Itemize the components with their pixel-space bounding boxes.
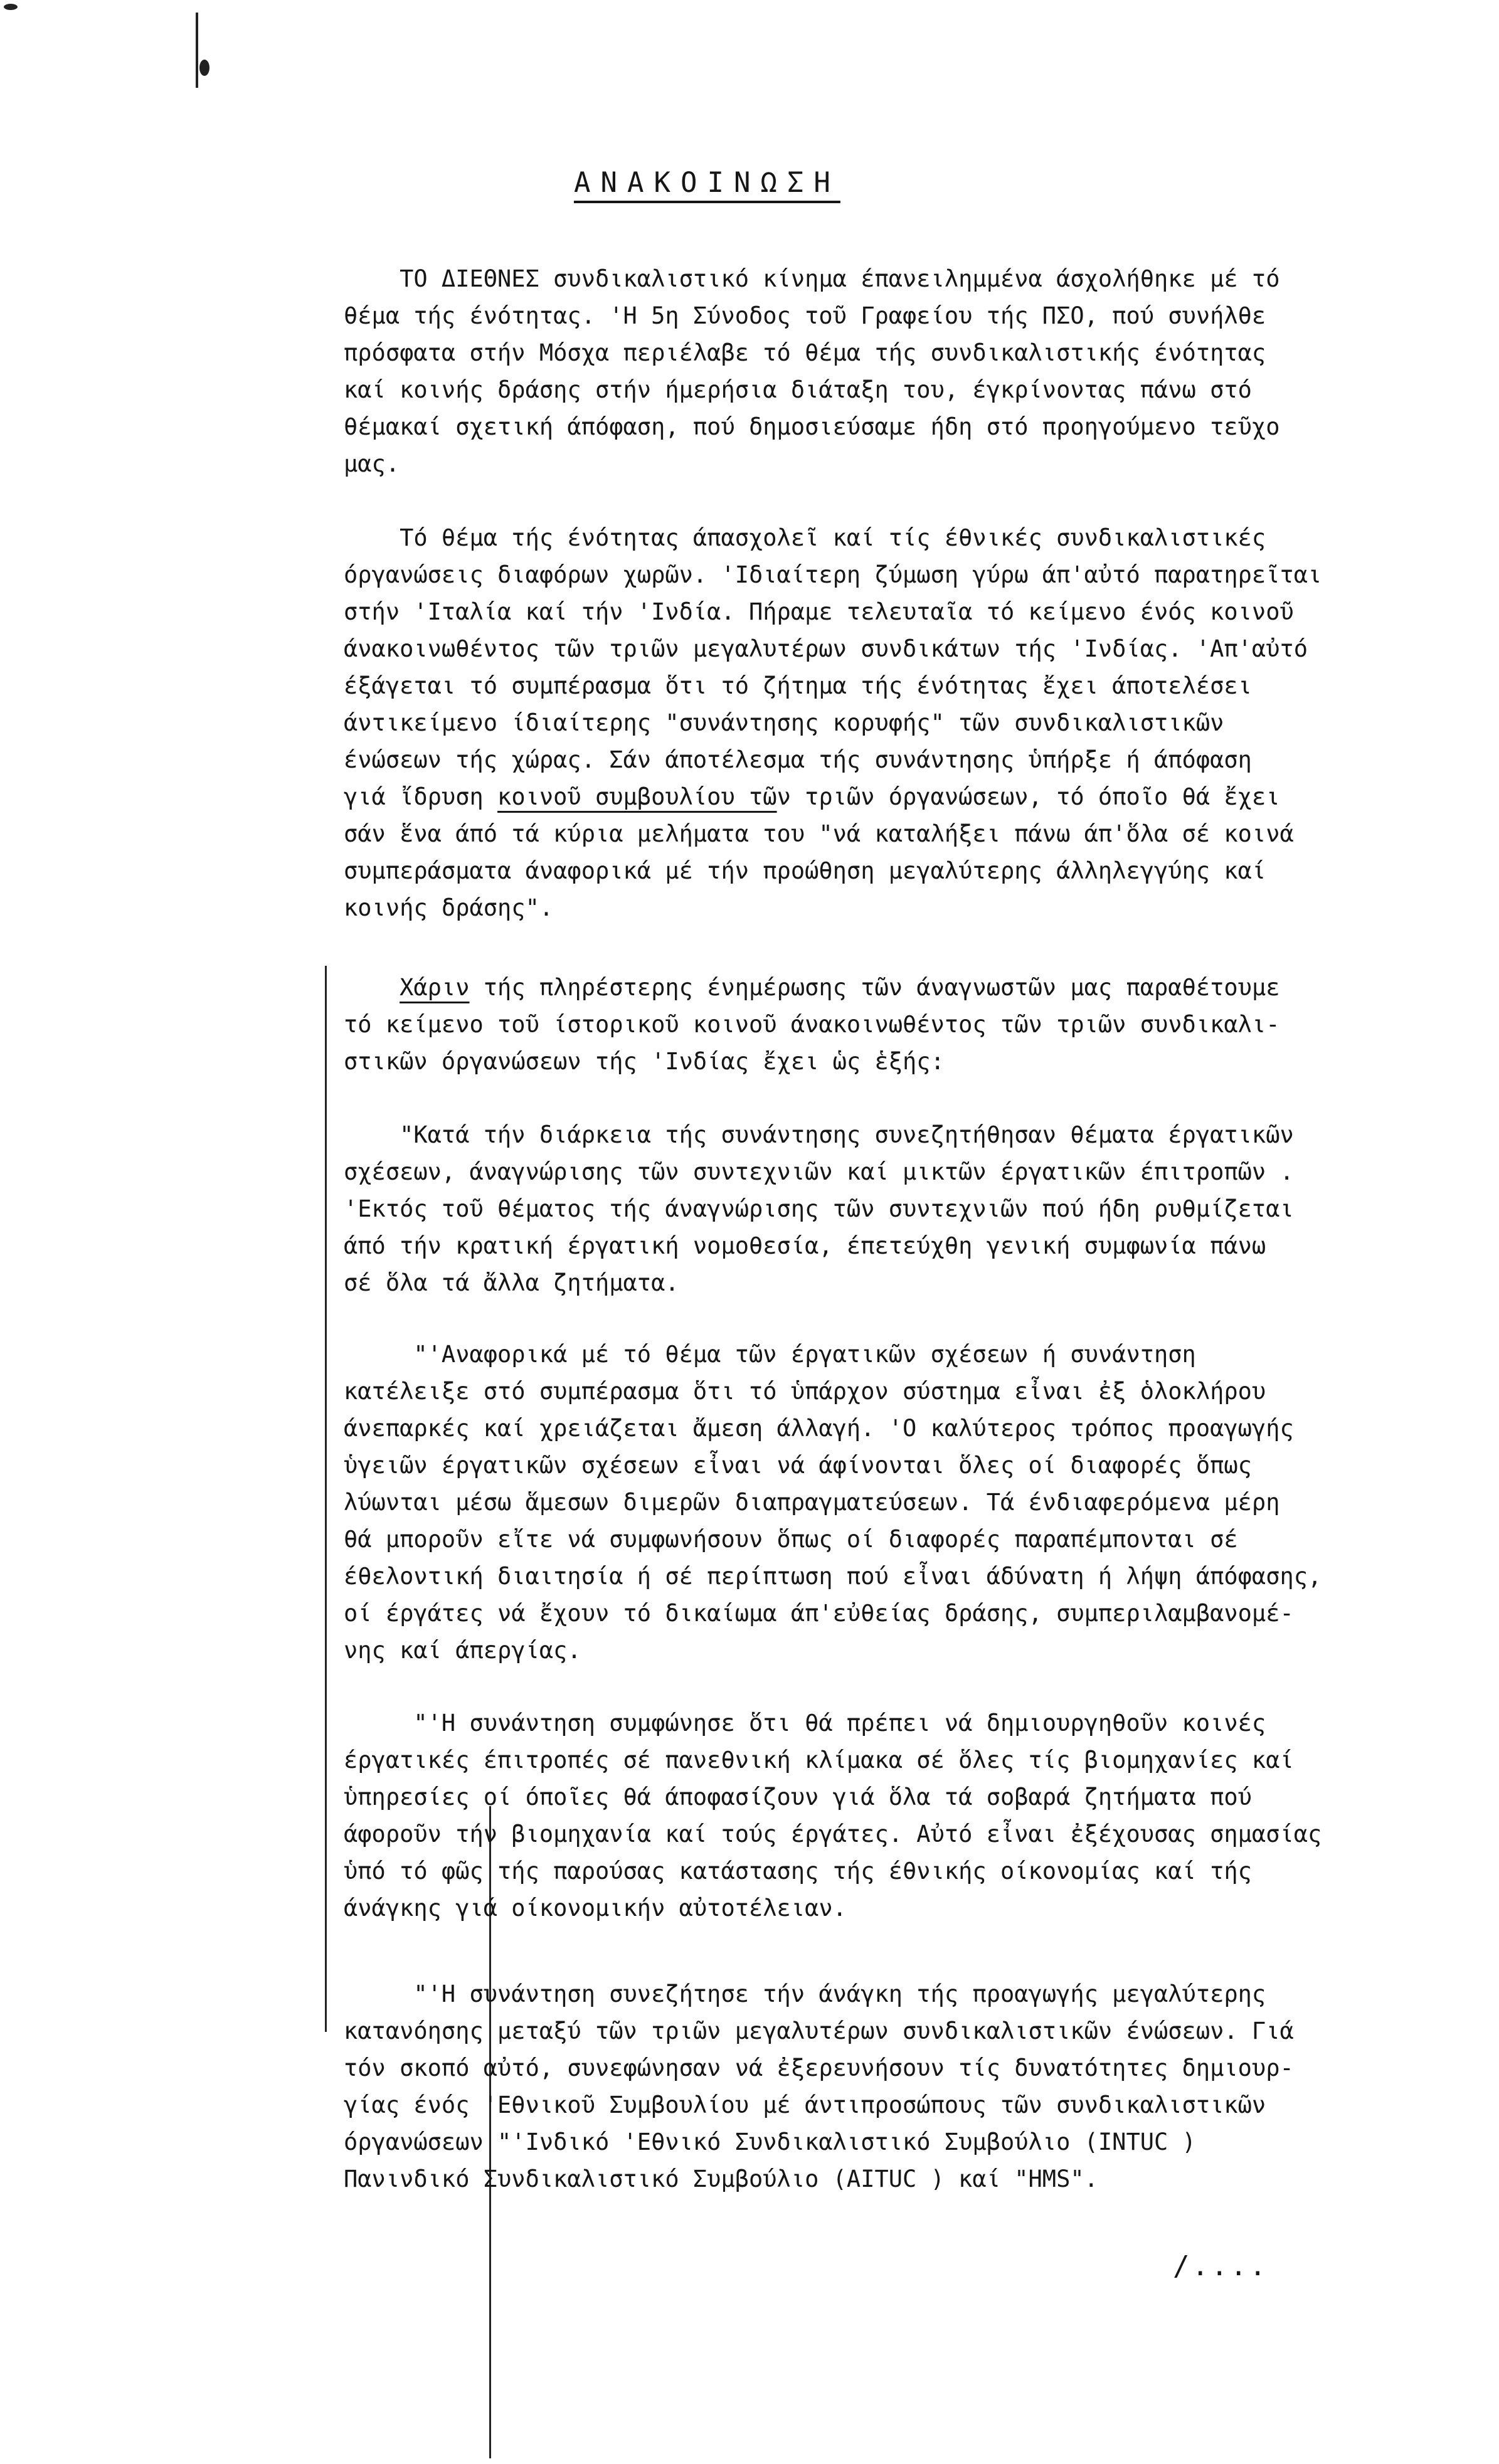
text-line: έξάγεται τό συμπέρασμα ὅτι τό ζήτημα τής ένότητας ἔχει άποτελέσει [344,672,1252,699]
paragraph-intro [344,260,1422,482]
binding-mark [196,13,198,88]
text-line: κοινής δράσης". [344,894,554,921]
text-line: πρόσφατα στήν Μόσχα περιέλαβε τό θέμα τής συνδικαλιστικής ένότητας [344,339,1266,366]
text-line: όργανώσεων "'Ινδικό 'Εθνικό Συνδικαλιστικό Συμβούλιο (INTUC ) [344,2128,1196,2155]
text-line: "'Η συνάντηση συμφώνησε ὅτι θά πρέπει νά δημιουργηθοῦν κοινές [344,1710,1266,1737]
text-segment [344,974,400,1001]
underlined-word: Χάριν [400,974,470,1001]
document-title: ΑΝΑΚΟΙΝΩΣΗ [574,167,840,199]
text-line: κατανόησης μεταξύ τῶν τριῶν μεγαλυτέρων συνδικαλιστικῶν ένώσεων. Γιά [344,2017,1294,2044]
text-line: άνακοινωθέντος τῶν τριῶν μεγαλυτέρων συνδικάτων τής 'Ινδίας. 'Απ'αὐτό [344,635,1308,662]
text-line: "'Αναφορικά μέ τό θέμα τῶν έργατικῶν σχέσεων ή συνάντηση [344,1341,1196,1368]
corner-speck [4,4,18,10]
text-segment: γιά ἴδρυση [344,783,498,810]
quote-paragraph-3 [344,1705,1422,1927]
text-line: ΤΟ ΔΙΕΘΝΕΣ συνδικαλιστικό κίνημα έπανειλημμένα άσχολήθηκε μέ τό [344,265,1280,292]
underlined-phrase: κοινοῦ συμβουλίου τῶ [497,783,777,810]
text-line: λύωνται μέσω ἅμεσων διμερῶν διαπραγματεύσεων. Τά ένδιαφερόμενα μέρη [344,1489,1280,1516]
text-line: ὑπηρεσίες οί όποῖες θά άποφασίζουν γιά ὅλα τά σοβαρά ζητήματα πού [344,1784,1252,1811]
text-line: άνάγκης γιά οίκονομικήν αὐτοτέλειαν. [344,1895,847,1922]
text-line: ὑπό τό φῶς τής παρούσας κατάστασης τής έθνικής οίκονομίας καί τής [344,1858,1252,1885]
text-line: άνεπαρκές καί χρειάζεται ἄμεση άλλαγή. 'Ο καλύτερος τρόπος προαγωγής [344,1415,1294,1442]
text-line: "'Η συνάντηση συνεζήτησε τήν άνάγκη τής προαγωγής μεγαλύτερης [344,1980,1266,2007]
text-line: σχέσεων, άναγνώρισης τῶν συντεχνιῶν καί μικτῶν έργατικῶν έπιτροπῶν . [344,1158,1294,1185]
text-line: όργανώσεις διαφόρων χωρῶν. 'Ιδιαίτερη ζύμωση γύρω άπ'αὐτό παρατηρεῖται [344,561,1322,588]
text-line: άπό τήν κρατική έργατική νομοθεσία, έπετεύχθη γενική συμφωνία πάνω [344,1232,1266,1259]
text-line: ὑγειῶν έργατικῶν σχέσεων εἶναι νά άφίνονται ὅλες οί διαφορές ὅπως [344,1452,1252,1479]
text-line: άφοροῦν τήν βιομηχανία καί τούς έργάτες. Αὐτό εἶναι ἐξέχουσας σημασίας [344,1821,1322,1848]
text-line: Τό θέμα τής ένότητας άπασχολεῖ καί τίς έθνικές συνδικαλιστικές [344,524,1266,551]
text-line: καί κοινής δράσης στήν ήμερήσια διάταξη του, έγκρίνοντας πάνω στό [344,376,1252,403]
text-line: σέ ὅλα τά ἄλλα ζητήματα. [344,1269,679,1296]
text-line: οί έργάτες νά ἔχουν τό δικαίωμα άπ'εὐθείας δράσης, συμπεριλαμβανομέ- [344,1600,1294,1627]
text-line: ένώσεων τής χώρας. Σάν άποτέλεσμα τής συνάντησης ὑπήρξε ή άπόφαση [344,746,1252,773]
quote-paragraph-1 [344,1116,1422,1301]
text-line: σάν ἕνα άπό τά κύρια μελήματα του "νά καταλήξει πάνω άπ'ὅλα σέ κοινά [344,820,1294,847]
text-line: θά μποροῦν εἴτε νά συμφωνήσουν ὅπως οί διαφορές παραπέμπονται σέ [344,1526,1238,1553]
text-line: άντικείμενο ίδιαίτερης "συνάντησης κορυφής" τῶν συνδικαλιστικῶν [344,709,1224,736]
text-line: μας. [344,450,400,477]
text-line: στήν 'Ιταλία καί τήν 'Ινδία. Πήραμε τελευταῖα τό κείμενο ένός κοινοῦ [344,598,1294,625]
text-line: θέμα τής ένότητας. 'Η 5η Σύνοδος τοῦ Γραφείου τής ΠΣΟ, πού συνήλθε [344,302,1266,329]
continuation-mark: /.... [1173,2250,1269,2282]
quote-paragraph-2 [344,1336,1422,1669]
text-line: έργατικές έπιτροπές σέ πανεθνική κλίμακα σέ ὅλες τίς βιομηχανίες καί [344,1747,1294,1774]
text-line [344,778,1422,815]
text-segment: τής πληρέστερης ένημέρωσης τῶν άναγνωστῶν μας παραθέτουμε [469,974,1280,1001]
paragraph-intro-quote [344,969,1422,1080]
text-line: κατέλειξε στό συμπέρασμα ὅτι τό ὑπάρχον σύστημα εἶναι ἐξ ὁλοκλήρου [344,1378,1266,1405]
quote-paragraph-4 [344,1975,1422,2197]
punch-speck [199,60,209,76]
text-segment: ν τριῶν όργανώσεων, τό όποῖο θά ἔχει [776,783,1280,810]
text-line: νης καί άπεργίας. [344,1637,581,1664]
text-line: "Κατά τήν διάρκεια τής συνάντησης συνεζητήθησαν θέματα έργατικῶν [344,1121,1294,1148]
text-line: τόν σκοπό αὐτό, συνεφώνησαν νά ἐξερευνήσουν τίς δυνατότητες δημιουρ- [344,2054,1294,2081]
left-margin-line [325,966,327,2032]
text-line: θέμακαί σχετική άπόφαση, πού δημοσιεύσαμε ήδη στό προηγούμενο τεῦχο [344,413,1280,440]
text-line: 'Εκτός τοῦ θέματος τής άναγνώρισης τῶν συντεχνιῶν πού ήδη ρυθμίζεται [344,1195,1294,1222]
text-line: στικῶν όργανώσεων τής 'Ινδίας ἔχει ὡς ἑξής: [344,1048,945,1075]
paragraph-unity [344,519,1422,926]
text-line: τό κείμενο τοῦ ίστορικοῦ κοινοῦ άνακοινωθέντος τῶν τριῶν συνδικαλι- [344,1011,1280,1038]
text-line: Πανινδικό Συνδικαλιστικό Συμβούλιο (AITUC ) καί "HMS". [344,2165,1098,2192]
text-line [344,969,1422,1006]
text-line: συμπεράσματα άναφορικά μέ τήν προώθηση μεγαλύτερης άλληλεγγύης καί [344,857,1266,884]
text-line: έθελοντική διαιτησία ή σέ περίπτωση πού εἶναι άδύνατη ή λήψη άπόφασης, [344,1563,1322,1590]
text-line: γίας ένός 'Εθνικοῦ Συμβουλίου μέ άντιπροσώπους τῶν συνδικαλιστικῶν [344,2091,1266,2118]
